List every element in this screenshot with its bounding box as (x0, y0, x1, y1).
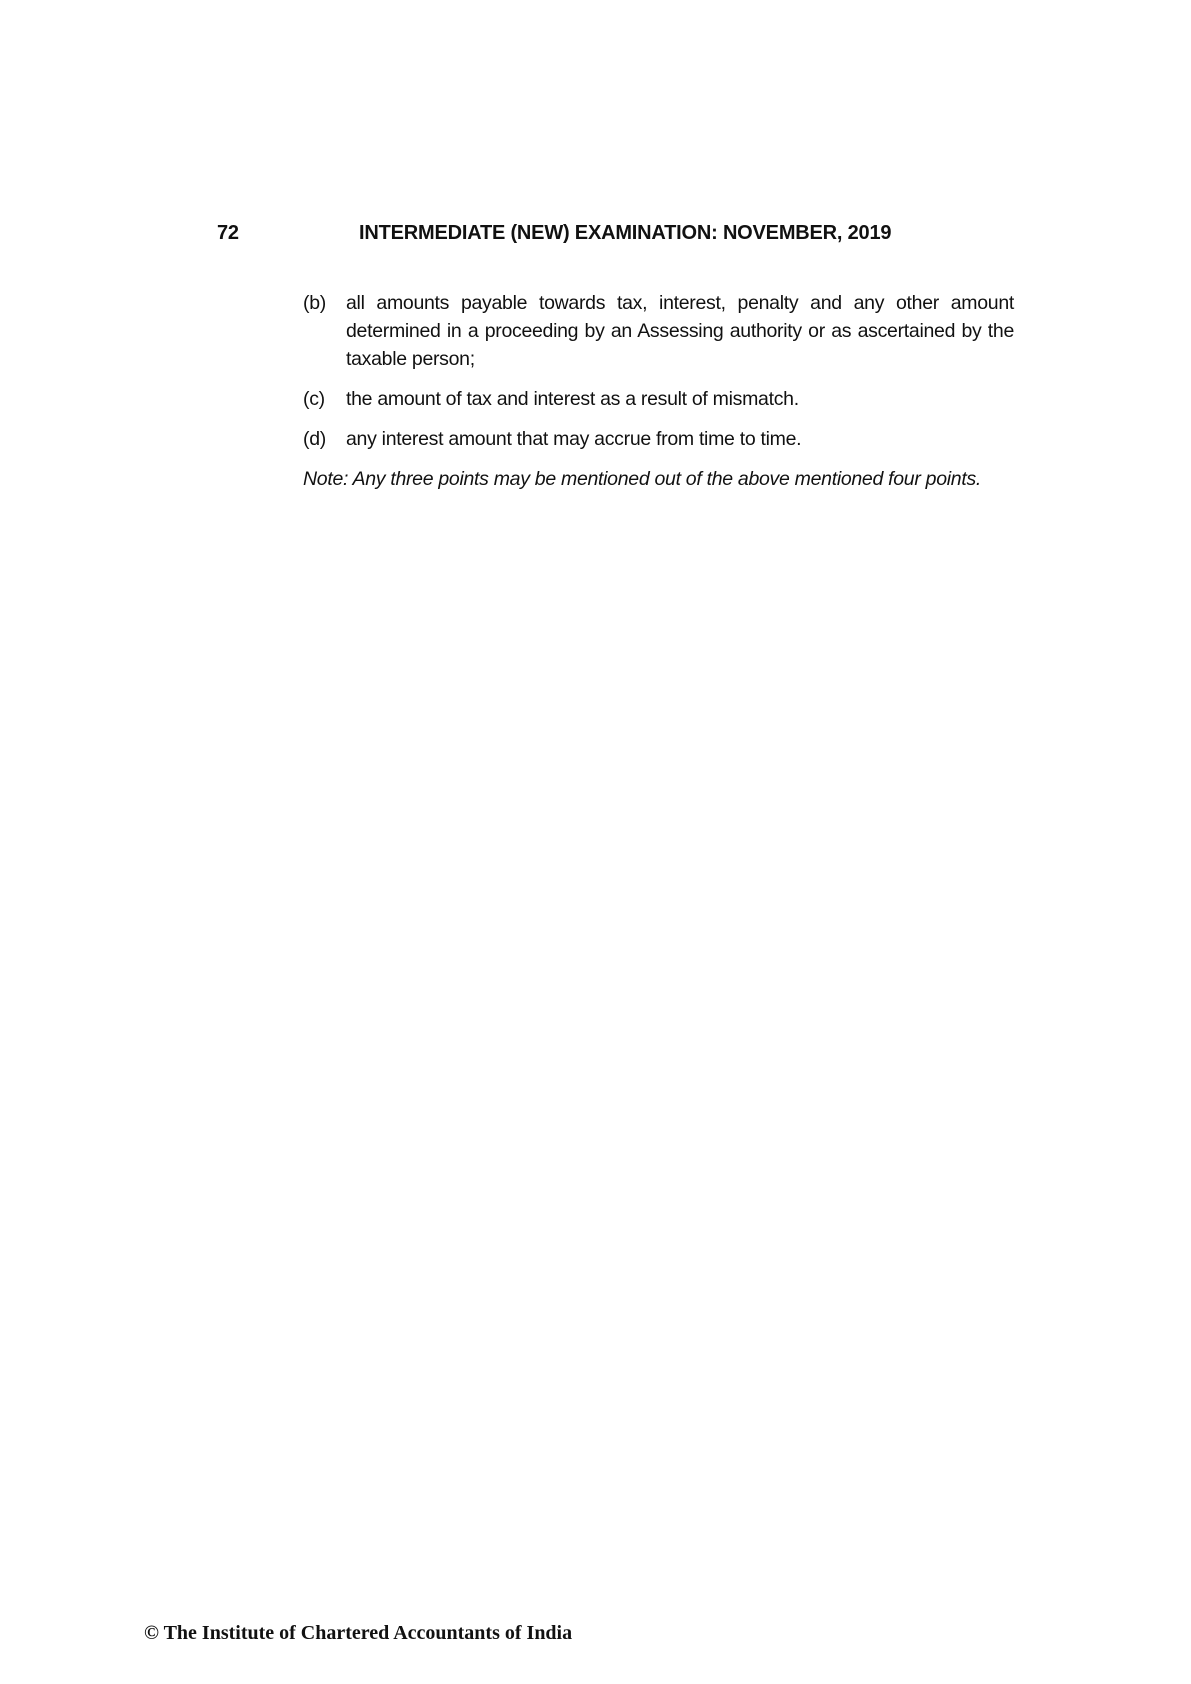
list-item-label: (b) (303, 292, 326, 314)
list-item-label: (d) (303, 428, 326, 450)
running-head: INTERMEDIATE (NEW) EXAMINATION: NOVEMBER, 2019 (359, 222, 892, 244)
list-item-c (303, 385, 1014, 413)
list-item-label: (c) (303, 388, 325, 410)
copyright-footer: © The Institute of Chartered Accountants of India (144, 1622, 573, 1644)
page-number: 72 (217, 222, 239, 244)
page-header (217, 218, 1017, 248)
list-item-text: all amounts payable towards tax, interest, penalty and any other amount determined in a proceeding by an Assessing authority or as ascertained by the taxable person; (346, 292, 1014, 370)
note: Note: Any three points may be mentioned out of the above mentioned four points. (303, 468, 982, 490)
list-item-text: the amount of tax and interest as a result of mismatch. (346, 388, 799, 410)
list-item-text: any interest amount that may accrue from time to time. (346, 428, 802, 450)
answer-content (303, 289, 1014, 493)
list-item-d (303, 425, 1014, 453)
list-item-b (303, 289, 1014, 373)
